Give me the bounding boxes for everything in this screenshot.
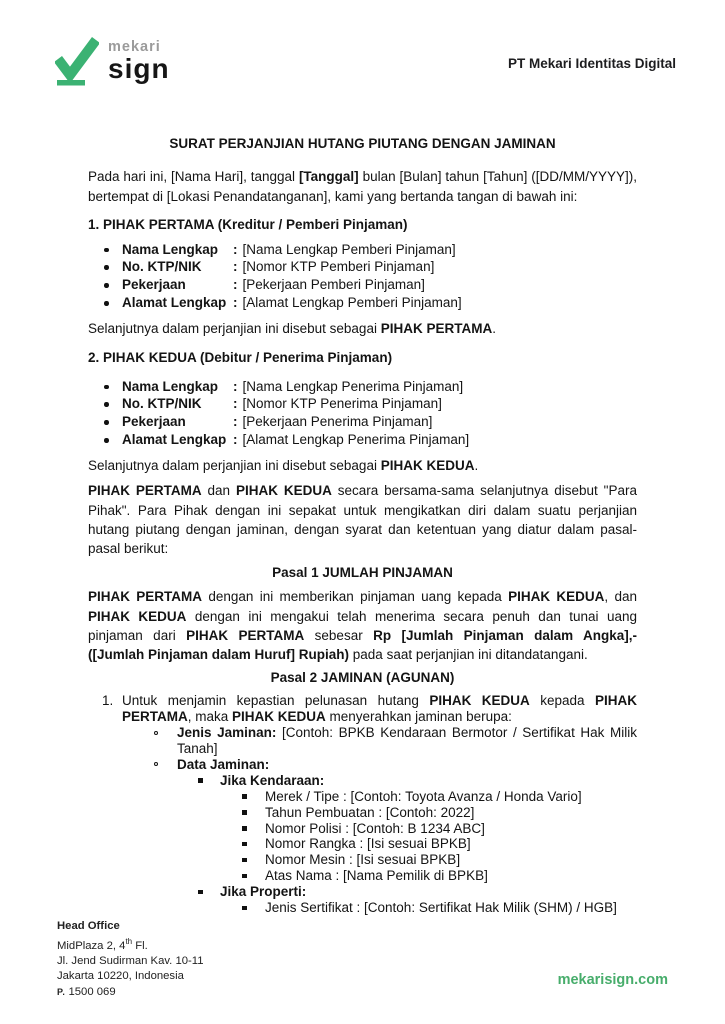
party2-heading: 2. PIHAK KEDUA (Debitur / Penerima Pinjaman)	[88, 350, 393, 366]
row-label: No. KTP/NIK	[122, 259, 202, 275]
footer-address-line1	[57, 934, 204, 954]
intro-paragraph: Pada hari ini, [Nama Hari], tanggal [Tanggal] bulan [Bulan] tahun [Tahun] ([DD/MM/YYYY]), bertempat di [Lokasi Penandatanganan], kami yang bertanda tangan di bawah ini:	[88, 169, 638, 204]
list-item	[88, 789, 637, 805]
address-superscript: th	[125, 937, 133, 947]
logo-word-mekari: mekari	[108, 39, 161, 55]
bullet-square-icon	[198, 890, 203, 895]
party-row	[88, 395, 637, 413]
row-value: [Pekerjaan Penerima Pinjaman]	[242, 414, 433, 430]
doc-title: SURAT PERJANJIAN HUTANG PIUTANG DENGAN JAMINAN	[169, 136, 556, 151]
list-number: 1.	[102, 693, 114, 709]
row-value: [Nomor KTP Penerima Pinjaman]	[242, 396, 442, 412]
phone-number: 1500 069	[68, 985, 116, 998]
row-value: [Nomor KTP Pemberi Pinjaman]	[242, 259, 435, 275]
party-row	[88, 378, 637, 396]
list-item	[88, 725, 637, 757]
row-value: [Alamat Lengkap Pemberi Pinjaman]	[242, 295, 462, 311]
party-row	[88, 413, 637, 431]
address-text: MidPlaza 2, 4	[57, 939, 126, 952]
list-item	[88, 693, 637, 725]
row-label: Pekerjaan	[122, 277, 186, 293]
list-item	[88, 868, 637, 884]
row-label: Nama Lengkap	[122, 378, 219, 394]
row-separator: :	[233, 378, 238, 394]
row-separator: :	[233, 259, 238, 275]
row-label: Alamat Lengkap	[122, 295, 227, 311]
row-value: [Nama Lengkap Penerima Pinjaman]	[242, 378, 464, 394]
bullet-icon	[104, 402, 109, 407]
pasal2-heading: Pasal 2 JAMINAN (AGUNAN)	[270, 669, 455, 685]
agreement-paragraph: PIHAK PERTAMA dan PIHAK KEDUA secara bersama-sama selanjutnya disebut "Para Pihak". Para Pihak dengan ini sepakat untuk mengikatkan diri dalam suatu perjanjian hutang piutang dengan jaminan, dengan syarat dan ketentuan yang diatur dalam pasal-pasal berikut:	[88, 483, 637, 557]
row-label: No. KTP/NIK	[122, 396, 202, 412]
address-text: Fl.	[132, 939, 148, 952]
party2-note: Selanjutnya dalam perjanjian ini disebut sebagai PIHAK KEDUA.	[88, 457, 479, 473]
list-item-text: Jika Properti:	[220, 884, 307, 900]
party-row	[88, 276, 637, 294]
bullet-icon	[104, 248, 109, 253]
list-item-text: Jika Kendaraan:	[220, 772, 325, 788]
bullet-square-icon	[242, 874, 247, 879]
list-item-text: Data Jaminan:	[177, 756, 270, 772]
bullet-icon	[104, 301, 109, 306]
bullet-square-icon	[242, 794, 247, 799]
list-item	[88, 821, 637, 837]
list-item-text: Nomor Rangka : [Isi sesuai BPKB]	[265, 836, 471, 852]
bullet-square-icon	[242, 826, 247, 831]
list-item-text: Merek / Tipe : [Contoh: Toyota Avanza / Honda Vario]	[265, 788, 582, 804]
list-item-text: Jenis Sertifikat : [Contoh: Sertifikat Hak Milik (SHM) / HGB]	[265, 900, 617, 916]
row-label: Nama Lengkap	[122, 241, 219, 257]
bullet-square-icon	[198, 778, 203, 783]
party1-detail-list	[88, 241, 637, 312]
list-item	[88, 757, 637, 773]
party-row	[88, 241, 637, 259]
bullet-circle-icon	[154, 731, 158, 735]
row-separator: :	[233, 241, 238, 257]
list-item-text: Atas Nama : [Nama Pemilik di BPKB]	[265, 868, 488, 884]
party-row	[88, 294, 637, 312]
bullet-icon	[104, 438, 109, 443]
website-link[interactable]: mekarisign.com	[557, 972, 668, 988]
pasal1-paragraph: PIHAK PERTAMA dengan ini memberikan pinjaman uang kepada PIHAK KEDUA, dan PIHAK KEDUA dengan ini mengakui telah menerima secara penuh dan tunai uang pinjaman dari PIHAK PERTAMA sebesar Rp [Jumlah Pinjaman dalam Angka],- ([Jumlah Pinjaman dalam Huruf] Rupiah) pada saat perjanjian ini ditandatangani.	[88, 589, 638, 663]
row-separator: :	[233, 396, 238, 412]
bullet-square-icon	[242, 810, 247, 815]
footer-address-line2: Jl. Jend Sudirman Kav. 10-11	[57, 955, 204, 968]
list-item	[88, 836, 637, 852]
row-value: [Nama Lengkap Pemberi Pinjaman]	[242, 241, 456, 257]
list-item	[88, 900, 637, 916]
bullet-square-icon	[242, 858, 247, 863]
footer-address	[57, 919, 204, 1000]
list-item-text: Nomor Polisi : [Contoh: B 1234 ABC]	[265, 820, 485, 836]
party2-detail-list	[88, 378, 637, 449]
bullet-square-icon	[242, 906, 247, 911]
footer-office-label: Head Office	[57, 920, 120, 932]
bullet-icon	[104, 420, 109, 425]
document-content	[88, 0, 637, 916]
pasal2-list	[88, 693, 637, 916]
logo-word-sign: sign	[108, 53, 170, 84]
bullet-icon	[104, 283, 109, 288]
bullet-icon	[104, 385, 109, 390]
party1-heading: 1. PIHAK PERTAMA (Kreditur / Pemberi Pinjaman)	[88, 217, 408, 233]
party-row	[88, 431, 637, 449]
party1-note: Selanjutnya dalam perjanjian ini disebut sebagai PIHAK PERTAMA.	[88, 320, 496, 336]
list-item-text: Tahun Pembuatan : [Contoh: 2022]	[265, 804, 475, 820]
row-separator: :	[233, 277, 238, 293]
row-label: Alamat Lengkap	[122, 432, 227, 448]
footer-address-line3: Jakarta 10220, Indonesia	[57, 970, 184, 983]
row-separator: :	[233, 432, 238, 448]
phone-label: P.	[57, 986, 66, 997]
list-item	[88, 773, 637, 789]
list-item	[88, 805, 637, 821]
company-name: PT Mekari Identitas Digital	[507, 56, 676, 71]
pasal1-heading: Pasal 1 JUMLAH PINJAMAN	[272, 564, 453, 580]
bullet-square-icon	[242, 842, 247, 847]
footer-phone-line	[57, 985, 204, 1000]
list-item-text: Untuk menjamin kepastian pelunasan hutang PIHAK KEDUA kepada PIHAK PERTAMA, maka PIHAK KEDUA menyerahkan jaminan berupa:	[122, 693, 637, 725]
bullet-circle-icon	[154, 762, 158, 766]
row-value: [Pekerjaan Pemberi Pinjaman]	[242, 277, 425, 293]
party-row	[88, 258, 637, 276]
row-label: Pekerjaan	[122, 414, 186, 430]
row-separator: :	[233, 414, 238, 430]
row-separator: :	[233, 295, 238, 311]
bullet-icon	[104, 265, 109, 270]
row-value: [Alamat Lengkap Penerima Pinjaman]	[242, 432, 470, 448]
list-item-text: Nomor Mesin : [Isi sesuai BPKB]	[265, 852, 461, 868]
list-item	[88, 884, 637, 900]
list-item	[88, 852, 637, 868]
list-item-text: Jenis Jaminan: [Contoh: BPKB Kendaraan Bermotor / Sertifikat Hak Milik Tanah]	[177, 725, 637, 756]
